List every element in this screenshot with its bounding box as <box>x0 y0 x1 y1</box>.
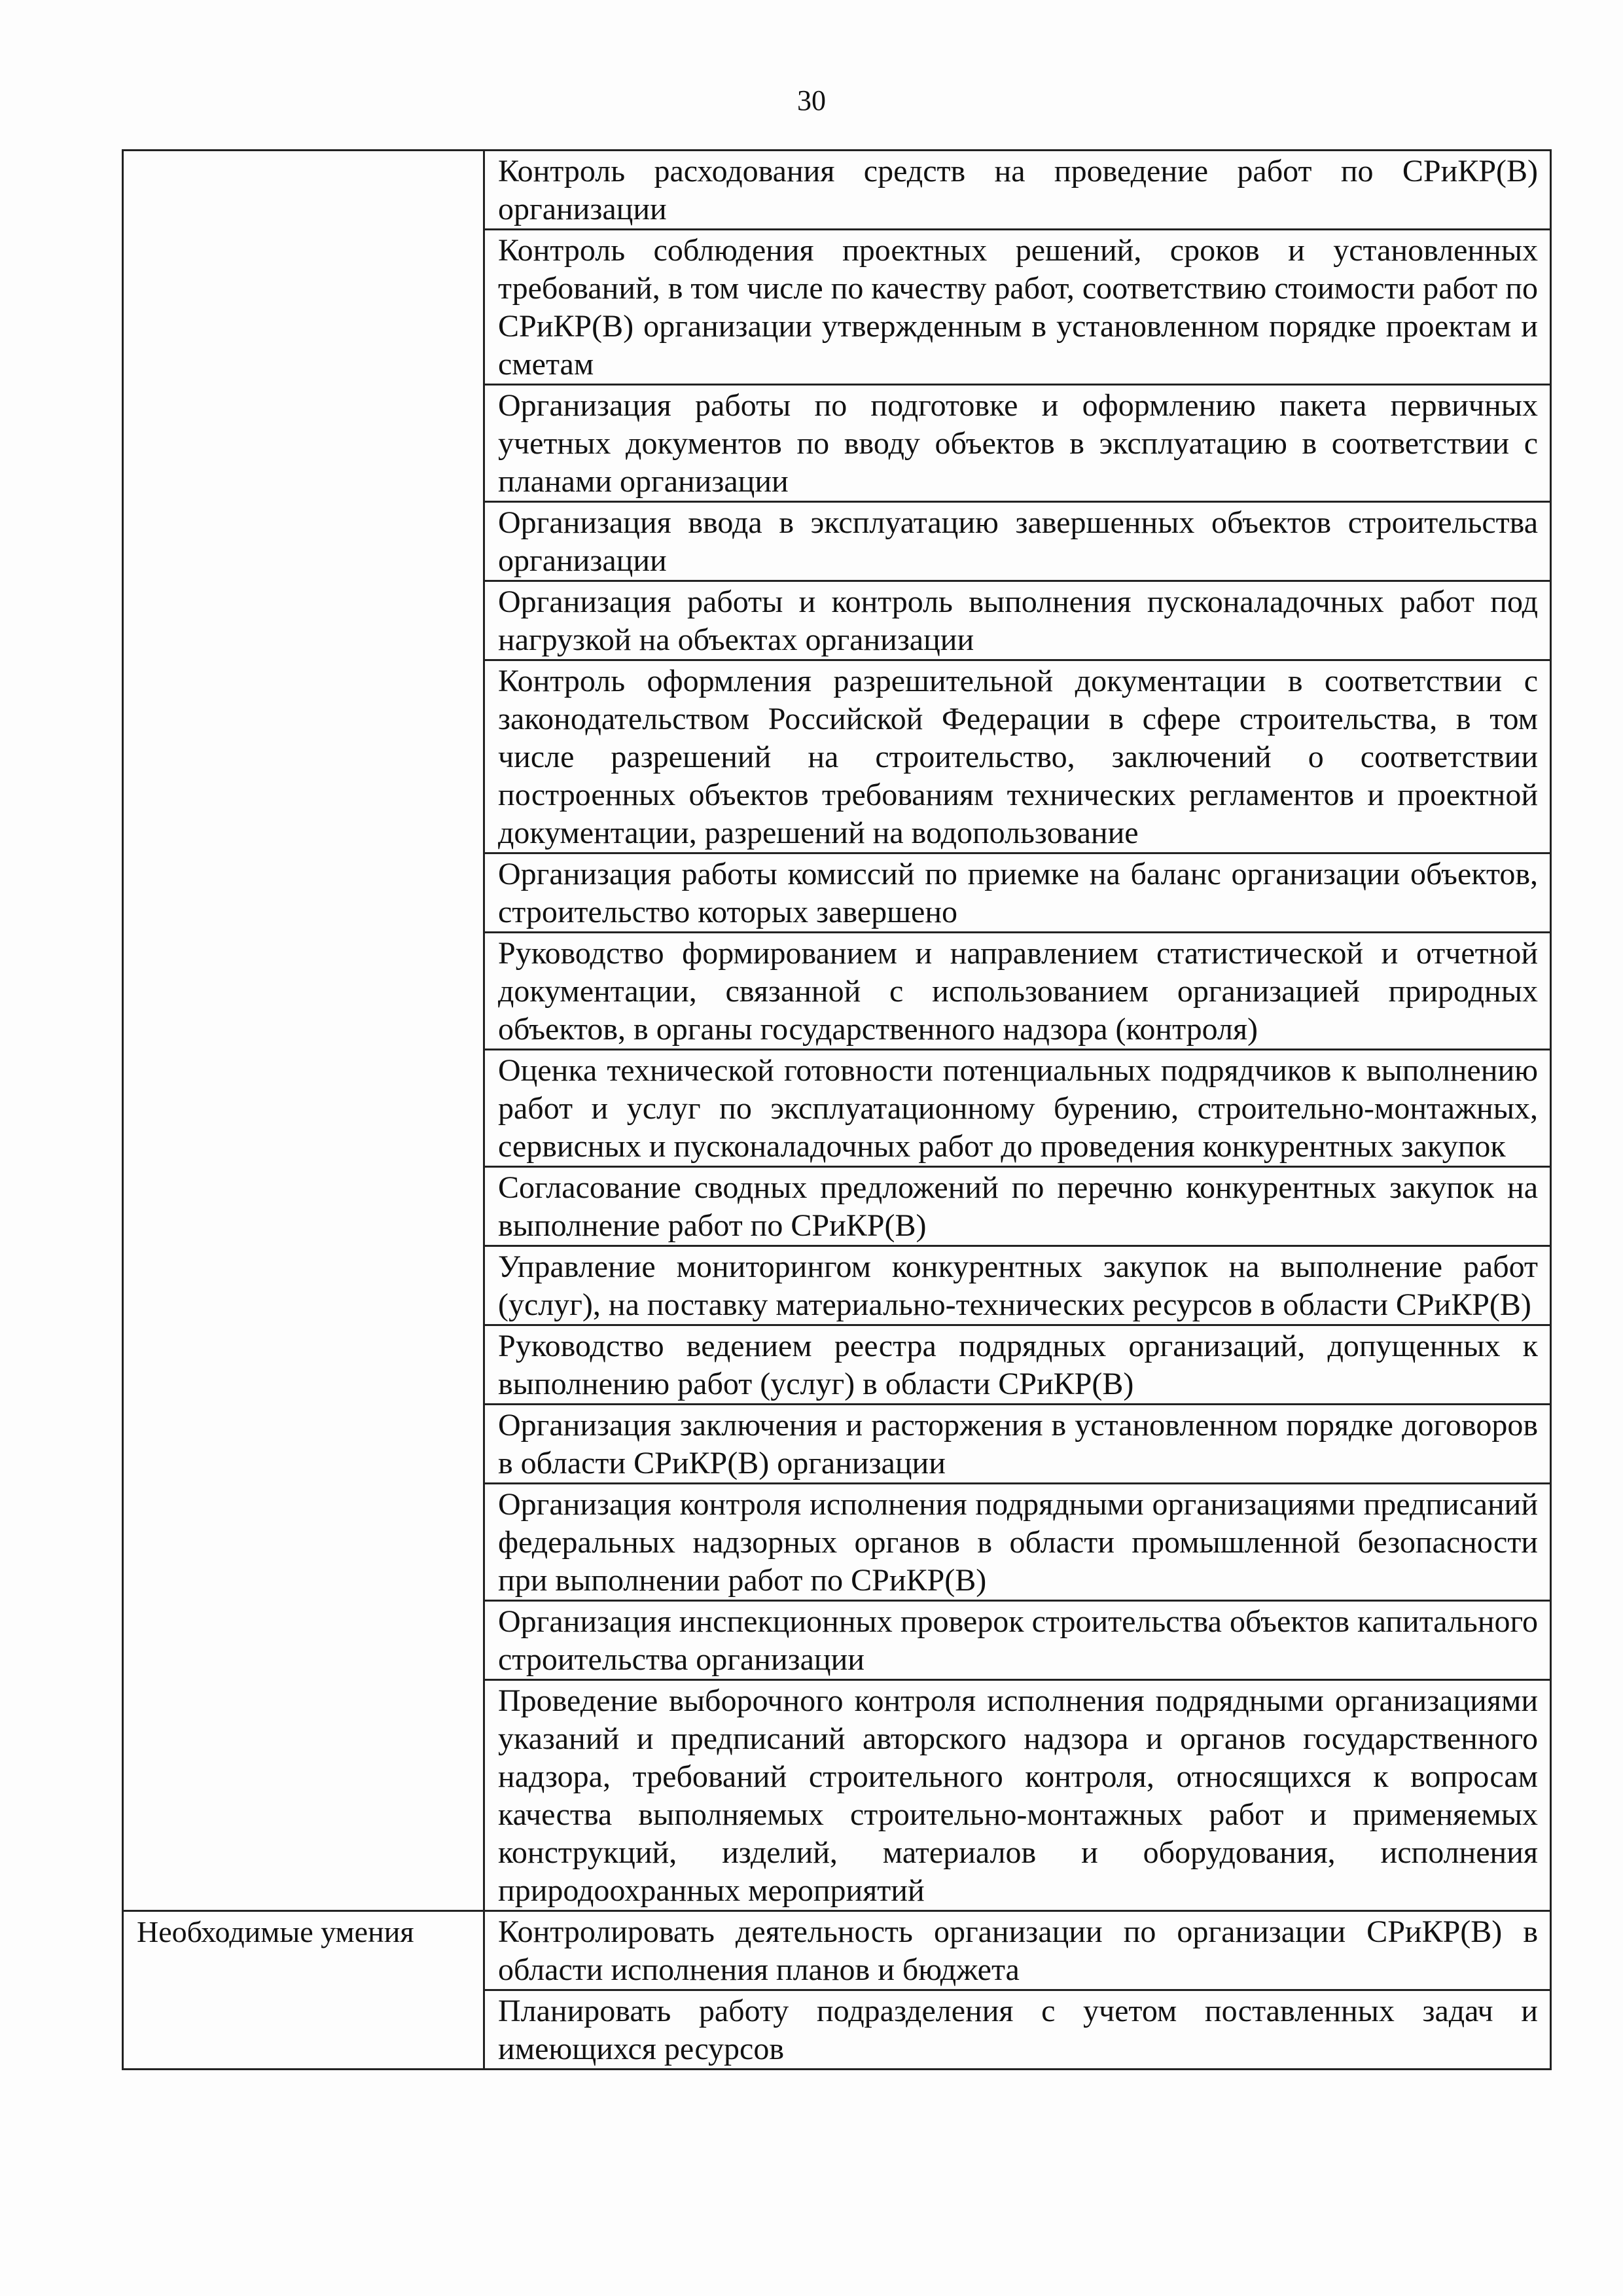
page-number: 30 <box>797 84 826 117</box>
table-cell: Контроль расходования средств на проведение работ по СРиКР(В) организации <box>484 151 1551 230</box>
table-cell: Организация работы и контроль выполнения пусконаладочных работ под нагрузкой на объектах организации <box>484 581 1551 660</box>
table-cell: Контроль оформления разрешительной документации в соответствии с законодательством Российской Федерации в сфере строительства, в том числе разрешений на строительство, заключений о соответствии построенных объектов требованиям технических регламентов и проектной документации, разрешений на водопользование <box>484 660 1551 853</box>
table-row <box>123 1911 1551 1990</box>
skills-label-cell: Необходимые умения <box>123 1911 484 2070</box>
table-row <box>123 151 1551 230</box>
table-cell: Планировать работу подразделения с учетом поставленных задач и имеющихся ресурсов <box>484 1990 1551 2070</box>
table-cell: Организация ввода в эксплуатацию завершенных объектов строительства организации <box>484 502 1551 581</box>
labor-actions-label-cell <box>123 151 484 1911</box>
table-cell: Руководство формированием и направлением статистической и отчетной документации, связанной с использованием организацией природных объектов, в органы государственного надзора (контроля) <box>484 933 1551 1050</box>
table-cell: Проведение выборочного контроля исполнения подрядными организациями указаний и предписаний авторского надзора и органов государственного надзора, требований строительного контроля, относящихся к вопросам качества выполняемых строительно-монтажных работ и применяемых конструкций, изделий, материалов и оборудования, исполнения природоохранных мероприятий <box>484 1680 1551 1911</box>
table-cell: Контроль соблюдения проектных решений, сроков и установленных требований, в том числе по качеству работ, соответствию стоимости работ по СРиКР(В) организации утвержденным в установленном порядке проектам и сметам <box>484 230 1551 385</box>
table-cell: Согласование сводных предложений по перечню конкурентных закупок на выполнение работ по СРиКР(В) <box>484 1167 1551 1246</box>
table-cell: Управление мониторингом конкурентных закупок на выполнение работ (услуг), на поставку материально-технических ресурсов в области СРиКР(В) <box>484 1246 1551 1325</box>
table-cell: Организация заключения и расторжения в установленном порядке договоров в области СРиКР(В) организации <box>484 1405 1551 1484</box>
table-cell: Организация работы по подготовке и оформлению пакета первичных учетных документов по вводу объектов в эксплуатацию в соответствии с планами организации <box>484 385 1551 502</box>
table-cell: Организация инспекционных проверок строительства объектов капитального строительства организации <box>484 1601 1551 1680</box>
table-cell: Контролировать деятельность организации по организации СРиКР(В) в области исполнения планов и бюджета <box>484 1911 1551 1990</box>
table-cell: Организация контроля исполнения подрядными организациями предписаний федеральных надзорных органов в области промышленной безопасности при выполнении работ по СРиКР(В) <box>484 1484 1551 1601</box>
table-cell: Руководство ведением реестра подрядных организаций, допущенных к выполнению работ (услуг) в области СРиКР(В) <box>484 1325 1551 1405</box>
requirements-table <box>122 149 1552 2070</box>
table-cell: Оценка технической готовности потенциальных подрядчиков к выполнению работ и услуг по эксплуатационному бурению, строительно-монтажных, сервисных и пусконаладочных работ до проведения конкурентных закупок <box>484 1050 1551 1167</box>
table-cell: Организация работы комиссий по приемке на баланс организации объектов, строительство которых завершено <box>484 853 1551 933</box>
